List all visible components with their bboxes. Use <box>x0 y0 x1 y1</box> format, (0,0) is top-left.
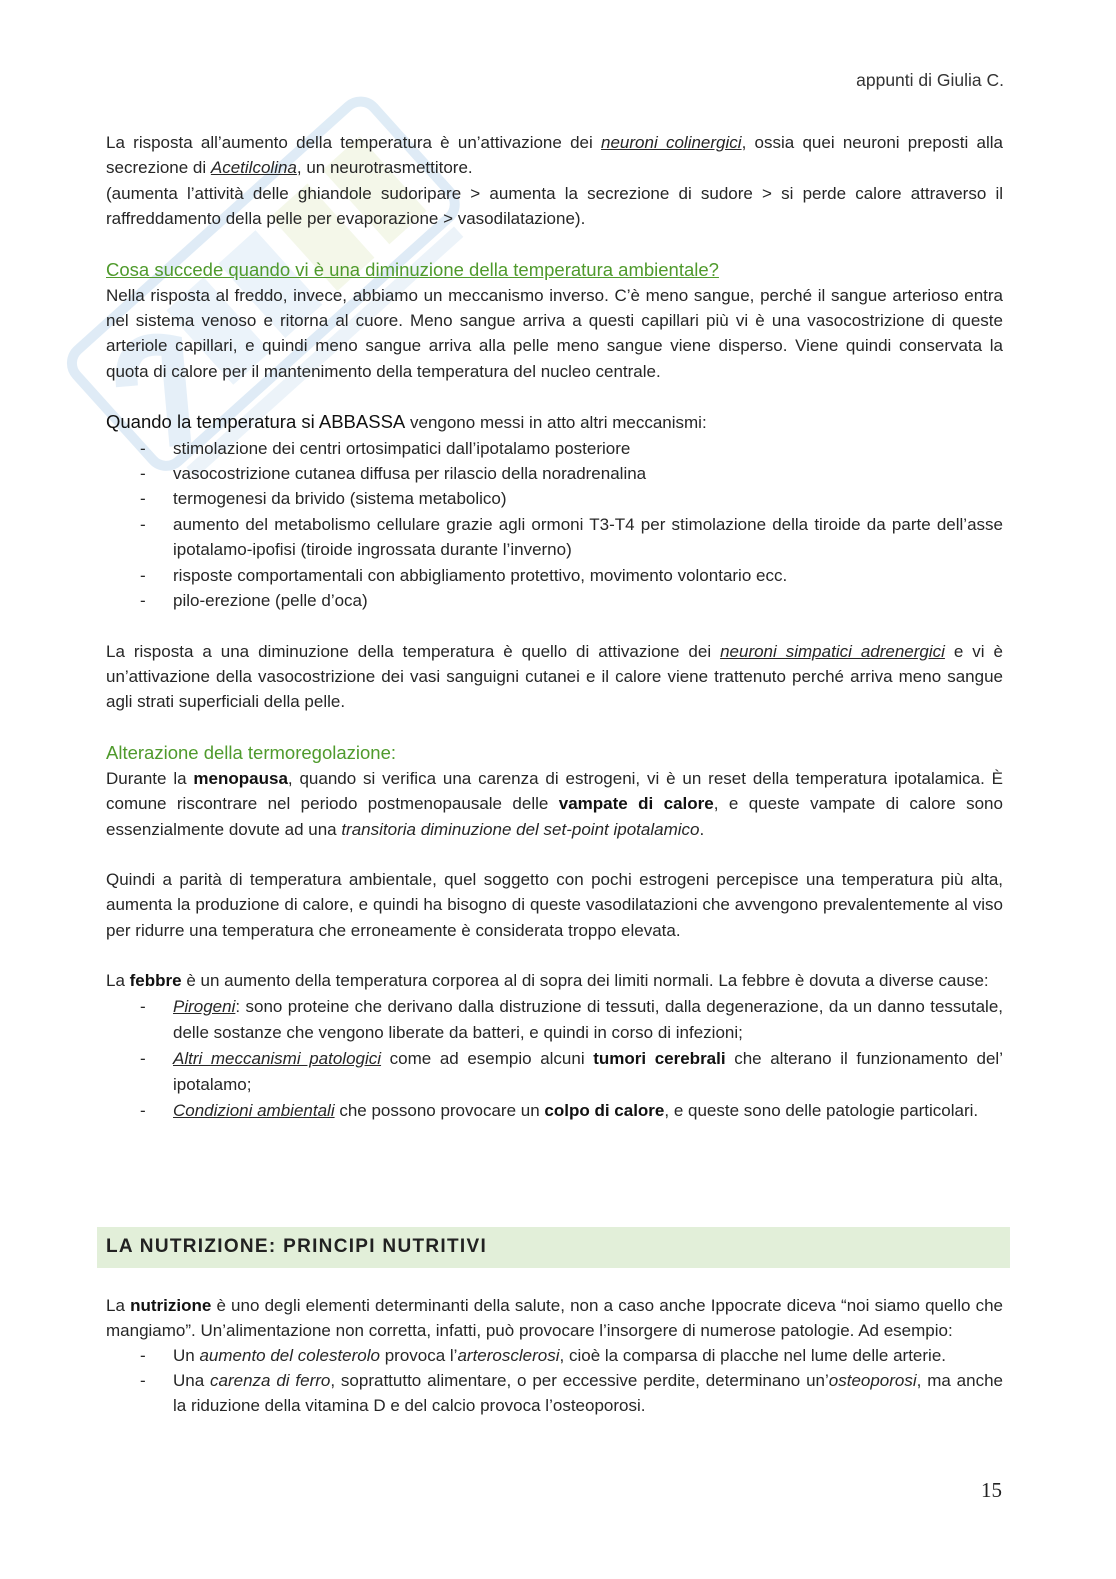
paragraph-heat-response: La risposta all’aumento della temperatura è un’attivazione dei neuroni colinergici, ossia quei neuroni preposti alla secrezione di Acetilcolina, un neurotrasmettitore. (aumenta l’attività delle ghiandole sudoripare > aumenta la secrezione di sudore > si perde calore attraverso il raffreddamento della pelle per evaporazione > vasodilatazione). <box>106 133 1003 229</box>
list-item: - pilo-erezione (pelle d’oca) <box>106 588 1003 613</box>
paragraph-abbassa: Quando la temperatura si ABBASSA vengono messi in atto altri meccanismi: <box>106 411 707 433</box>
list-item: - vasocostrizione cutanea diffusa per rilascio della noradrenalina <box>106 461 1003 486</box>
paragraph-nutrizione: La nutrizione è uno degli elementi determinanti della salute, non a caso anche Ippocrate diceva “noi siamo quello che mangiamo”. Un’alimentazione non corretta, infatti, può provocare l’insorgere di numerose patologie. Ad esempio: <box>106 1296 1003 1340</box>
page-number: 15 <box>981 1478 1002 1502</box>
page-header: appunti di Giulia C. <box>856 70 1004 90</box>
section-heading-nutrizione <box>97 1227 1010 1268</box>
document-body <box>106 130 1003 1124</box>
paragraph-menopausa: Durante la menopausa, quando si verifica una carenza di estrogeni, vi è un reset della temperatura ipotalamica. È comune riscontrare nel periodo postmenopausale delle vampate di calore, e queste vampate di calore sono essenzialmente dovute ad una transitoria diminuzione del set-point ipotalamico. <box>106 768 1003 839</box>
list-item: - Condizioni ambientali che possono provocare un colpo di calore, e queste sono delle patologie particolari. <box>106 1098 1003 1124</box>
document-body-nutrizione <box>106 1293 1003 1418</box>
list-item: - risposte comportamentali con abbigliamento protettivo, movimento volontario ecc. <box>106 563 1003 588</box>
paragraph-febbre: La febbre è un aumento della temperatura corporea al di sopra dei limiti normali. La febbre è dovuta a diverse cause: <box>106 971 989 991</box>
list-febbre-causes <box>106 994 1003 1124</box>
list-item: - termogenesi da brivido (sistema metabolico) <box>106 486 1003 511</box>
list-item: - Pirogeni: sono proteine che derivano dalla distruzione di tessuti, dalla degenerazione, da un danno tessutale, delle sostanze che vengono liberate da batteri, e quindi in corso di infezioni; <box>106 994 1003 1046</box>
list-item: - stimolazione dei centri ortosimpatici dall’ipotalamo posteriore <box>106 436 1003 461</box>
section-title: LA NUTRIZIONE: PRINCIPI NUTRITIVI <box>106 1236 488 1257</box>
list-mechanisms <box>106 436 1003 614</box>
link-neuroni-colinergici: neuroni colinergici <box>601 133 742 152</box>
heading-cold: Cosa succede quando vi è una diminuzione della temperatura ambientale? <box>106 258 719 280</box>
paragraph-cold: Nella risposta al freddo, invece, abbiamo un meccanismo inverso. C’è meno sangue, perché il sangue arterioso entra nel sistema venoso e ritorna al cuore. Meno sangue arriva a questi capillari più vi è una vasocostrizione di queste arteriole capillari, e quindi meno sangue arriva alla pelle meno sangue viene disperso. Viene quindi conservata la quota di calore per il mantenimento della temperatura del nucleo centrale. <box>106 285 1003 381</box>
link-neuroni-adrenergici: neuroni simpatici adrenergici <box>720 641 945 661</box>
paragraph-quindi: Quindi a parità di temperatura ambientale, quel soggetto con pochi estrogeni percepisce una temperatura più alta, aumenta la produzione di calore, e quindi ha bisogno di queste vasodilatazioni che avvengono prevalentemente al viso per ridurre una temperatura che erroneamente è considerata troppo elevata. <box>106 869 1003 940</box>
list-item: - Una carenza di ferro, soprattutto alimentare, o per eccessive perdite, determinano un’osteoporosi, ma anche la riduzione della vitamina D e del calcio provoca l’osteoporosi. <box>106 1368 1003 1418</box>
list-item: - aumento del metabolismo cellulare grazie agli ormoni T3-T4 per stimolazione della tiroide da parte dell’asse ipotalamo-ipofisi (tiroide ingrossata durante l’inverno) <box>106 512 1003 563</box>
heading-alterazione: Alterazione della termoregolazione: <box>106 741 397 763</box>
list-item: - Un aumento del colesterolo provoca l’arterosclerosi, cioè la comparsa di placche nel lume delle arterie. <box>106 1343 1003 1368</box>
link-acetilcolina: Acetilcolina <box>210 158 297 178</box>
paragraph-decrease: La risposta a una diminuzione della temperatura è quello di attivazione dei neuroni simpatici adrenergici e vi è un’attivazione della vasocostrizione dei vasi sanguigni cutanei e il calore viene trattenuto perché arriva meno sangue agli strati superficiali della pelle. <box>106 641 1003 712</box>
list-nutrition-examples <box>106 1343 1003 1418</box>
list-item: - Altri meccanismi patologici come ad esempio alcuni tumori cerebrali che alterano il funzionamento del’ ipotalamo; <box>106 1046 1003 1098</box>
